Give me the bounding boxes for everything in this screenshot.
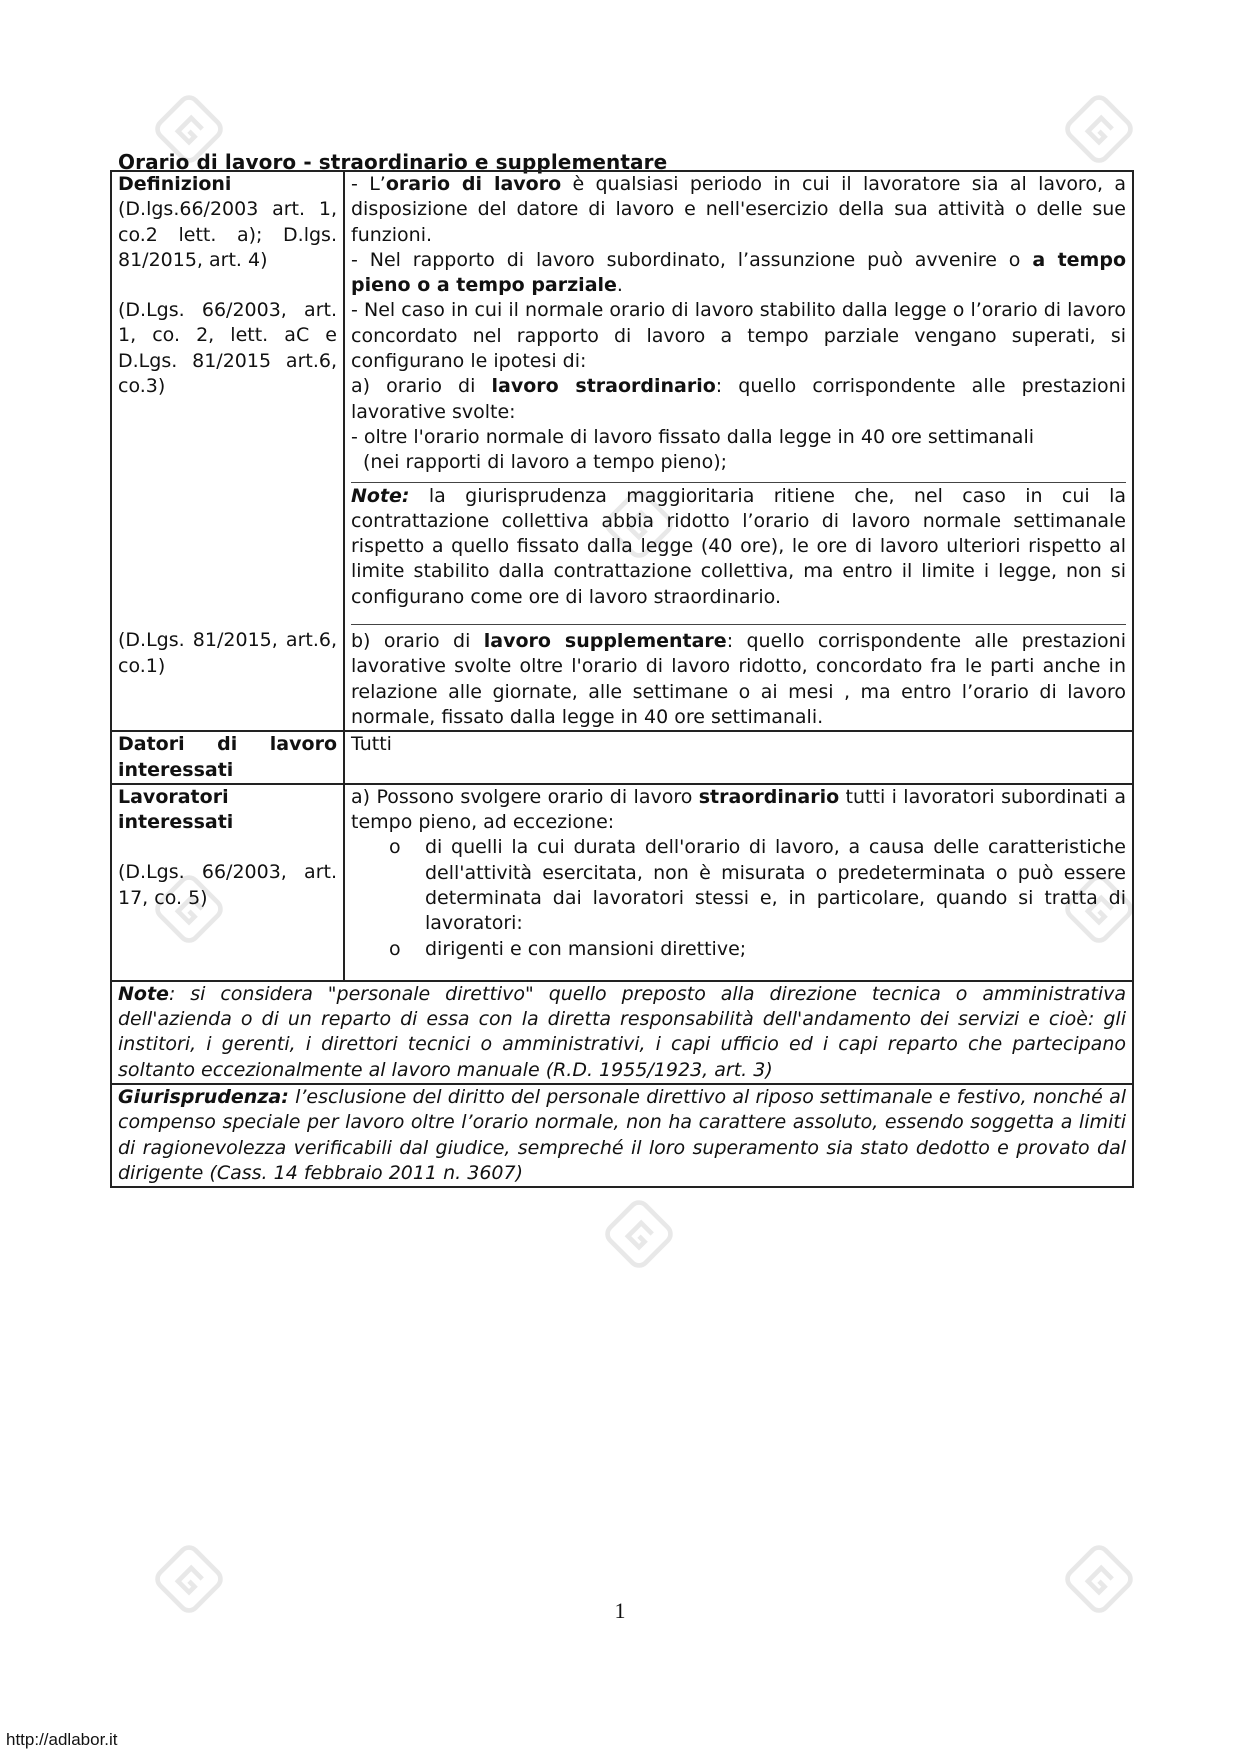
text: : quello corrispondente alle prestazioni lavorative svolte oltre l'orario di lavoro ridotto, concordato fra le parti anche in relazione alle giornate, alle settimane o ai mesi , ma entro l’orario di lavoro normale, fissato dalla legge in 40 ore settimanali. (351, 630, 1126, 728)
bold-term: lavoro supplementare (483, 630, 727, 653)
lavoratori-left-cell (111, 784, 344, 981)
note-label: Note (118, 982, 169, 1005)
list-item (351, 835, 1126, 936)
bold-term: orario di lavoro (385, 173, 562, 195)
text: : quello corrispondente alle prestazioni lavorative svolte: (351, 375, 1127, 423)
watermark-logo-icon (600, 1195, 678, 1273)
definizioni-ref-3: (D.Lgs. 81/2015, art.6, co.1) (118, 629, 337, 677)
definizioni-left-cell (111, 171, 344, 731)
datori-heading: Datori di lavoro interessati (111, 731, 344, 784)
text: b) orario di (351, 630, 484, 653)
def-paragraph-5b: (nei rapporti di lavoro a tempo pieno); (363, 451, 728, 474)
def-paragraph-5: - oltre l'orario normale di lavoro fissato dalla legge in 40 ore settimanali (351, 425, 1035, 448)
document-title: Orario di lavoro - straordinario e supplementare (118, 150, 668, 174)
row-lavoratori (111, 784, 1133, 981)
note-cell (111, 981, 1133, 1084)
list-item (351, 937, 1126, 962)
circle-bullet-icon: o (389, 937, 401, 960)
text: . (616, 274, 623, 297)
text: - L’ (351, 173, 386, 195)
text: tutti i lavoratori subordinati a tempo pieno, ad eccezione: (351, 785, 1126, 834)
lavoratori-ref: (D.Lgs. 66/2003, art. 17, co. 5) (118, 861, 337, 909)
text: - Nel rapporto di lavoro subordinato, l’assunzione può avvenire o (351, 248, 1033, 271)
bold-term: a tempo pieno o a tempo parziale (351, 248, 1127, 297)
note-label: Note: (351, 484, 410, 507)
definizioni-ref-1: (D.lgs.66/2003 art. 1, co.2 lett. a); D.lgs. 81/2015, art. 4) (118, 198, 337, 271)
row-datori (111, 731, 1133, 784)
definizioni-ref-2: (D.Lgs. 66/2003, art. 1, co. 2, lett. aC e D.Lgs. 81/2015 art.6, co.3) (118, 299, 337, 398)
content-table (110, 170, 1134, 1188)
exception-list (351, 835, 1126, 961)
lavoratori-heading: Lavoratori interessati (118, 785, 234, 834)
list-item-text: dirigenti e con mansioni direttive; (425, 937, 747, 960)
text: a) orario di (351, 375, 492, 398)
lavoratori-right-cell (344, 784, 1133, 981)
def-note (351, 482, 1126, 610)
datori-value: Tutti (344, 731, 1133, 784)
giurisprudenza-cell (111, 1084, 1133, 1187)
row-definizioni (111, 171, 1133, 731)
def-paragraph-2 (351, 248, 1126, 299)
list-item-text: di quelli la cui durata dell'orario di lavoro, a causa delle caratteristiche dell'attività esercitata, non è misurata o predeterminata o può essere determinata dai lavoratori stessi e, in particolare, quando si tratta di lavoratori: (425, 836, 1126, 935)
text: a) Possono svolgere orario di lavoro (351, 785, 699, 808)
row-giurisprudenza (111, 1084, 1133, 1187)
row-note (111, 981, 1133, 1084)
footer-url[interactable]: http://adlabor.it (6, 1730, 118, 1749)
def-paragraph-4 (351, 374, 1126, 425)
watermark-logo-icon (1060, 90, 1138, 168)
lav-paragraph (351, 785, 1126, 836)
circle-bullet-icon: o (389, 836, 401, 859)
text: è qualsiasi periodo in cui il lavoratore sia al lavoro, a disposizione del datore di lavoro e nell'esercizio della sua attività o delle sue funzioni. (351, 173, 1126, 246)
note-text: : si considera "personale direttivo" quello preposto alla direzione tecnica o amministrativa dell'azienda o di un reparto di essa con la diretta responsabilità dell'andamento dei servizi e cioè: gli institori, i gerenti, i direttori tecnici o amministrativi, i capi ufficio ed i capi reparto che partecipano soltanto eccezionalmente al lavoro manuale (R.D. 1955/1923, art. 3) (118, 982, 1126, 1081)
note-text: la giurisprudenza maggioritaria ritiene che, nel caso in cui la contrattazione collettiva abbia ridotto l’orario di lavoro normale settimanale rispetto a quello fissato dalla legge (40 ore), le ore di lavoro ulteriori rispetto al limite stabilito dalla contrattazione collettiva, ma entro il limite i legge, non si configurano come ore di lavoro straordinario. (351, 484, 1126, 608)
page-number: 1 (614, 1598, 626, 1623)
def-paragraph-1 (351, 172, 1126, 248)
def-paragraph-3: - Nel caso in cui il normale orario di lavoro stabilito dalla legge o l’orario di lavoro concordato nel rapporto di lavoro a tempo parziale vengano superati, si configurano le ipotesi di: (351, 299, 1126, 373)
definizioni-right-cell (344, 171, 1133, 731)
giurisprudenza-label: Giurisprudenza: (118, 1086, 289, 1109)
bold-term: lavoro straordinario (491, 375, 716, 398)
definizioni-heading: Definizioni (118, 173, 232, 195)
def-paragraph-6 (351, 624, 1126, 730)
giurisprudenza-text: l’esclusione del diritto del personale direttivo al riposo settimanale e festivo, nonché al compenso speciale per lavoro oltre l’orario normale, non ha carattere assoluto, essendo soggetta a limiti di ragionevolezza verificabili dal giudice, sempreché il loro superamento sia stato dedotto e provato dal dirigente (Cass. 14 febbraio 2011 n. 3607) (118, 1086, 1126, 1184)
bold-term: straordinario (698, 785, 840, 808)
